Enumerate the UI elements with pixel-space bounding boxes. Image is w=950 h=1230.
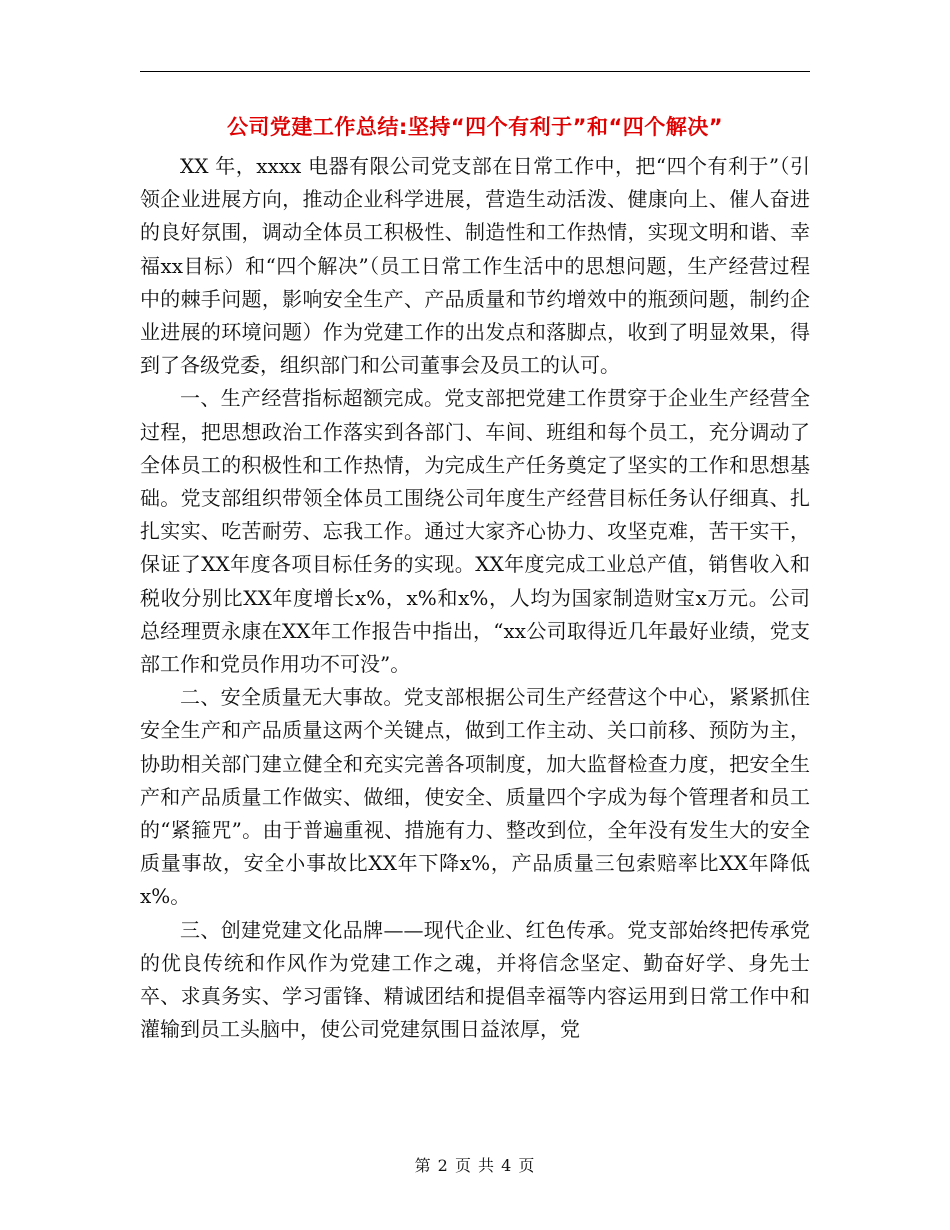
paragraph-intro: XX 年，xxxx 电器有限公司党支部在日常工作中，把“四个有利于”（引领企业进展方向，推动企业科学进展，营造生动活泼、健康向上、催人奋进的良好氛围，调动全体员工积极性、制造性和工作热情，实现文明和谐、幸福xx目标）和“四个解决”（员工日常工作生活中的思想问题，生产经营过程中的棘手问题，影响安全生产、产品质量和节约增效中的瓶颈问题，制约企业进展的环境问题）作为党建工作的出发点和落脚点，收到了明显效果，得到了各级党委，组织部门和公司董事会及员工的认可。 xyxy=(140,154,810,378)
document-body xyxy=(140,150,810,1046)
page-number: 第 2 页 共 4 页 xyxy=(414,1156,536,1175)
document-title: 公司党建工作总结:坚持“四个有利于”和“四个解决” xyxy=(226,115,724,139)
paragraph-production: 一、生产经营指标超额完成。党支部把党建工作贯穿于企业生产经营全过程，把思想政治工作落实到各部门、车间、班组和每个员工，充分调动了全体员工的积极性和工作热情，为完成生产任务奠定了坚实的工作和思想基础。党支部组织带领全体员工围绕公司年度生产经营目标任务认仔细真、扎扎实实、吃苦耐劳、忘我工作。通过大家齐心协力、攻坚克难，苦干实干，保证了XX年度各项目标任务的实现。XX年度完成工业总产值，销售收入和税收分别比XX年度增长x%，x%和x%，人均为国家制造财宝x万元。公司总经理贾永康在XX年工作报告中指出，“xx公司取得近几年最好业绩，党支部工作和党员作用功不可没”。 xyxy=(140,386,810,677)
paragraph-party-culture: 三、创建党建文化品牌——现代企业、红色传承。党支部始终把传承党的优良传统和作风作为党建工作之魂，并将信念坚定、勤奋好学、身先士卒、求真务实、学习雷锋、精诚团结和提倡幸福等内容运用到日常工作中和灌输到员工头脑中，使公司党建氛围日益浓厚，党 xyxy=(140,917,810,1042)
header-rule xyxy=(140,71,810,72)
paragraph-safety-quality: 二、安全质量无大事故。党支部根据公司生产经营这个中心，紧紧抓住安全生产和产品质量这两个关键点，做到工作主动、关口前移、预防为主，协助相关部门建立健全和充实完善各项制度，加大监督检查力度，把安全生产和产品质量工作做实、做细，使安全、质量四个字成为每个管理者和员工的“紧箍咒”。由于普遍重视、措施有力、整改到位，全年没有发生大的安全质量事故，安全小事故比XX年下降x%，产品质量三包索赔率比XX年降低x%。 xyxy=(140,685,810,909)
